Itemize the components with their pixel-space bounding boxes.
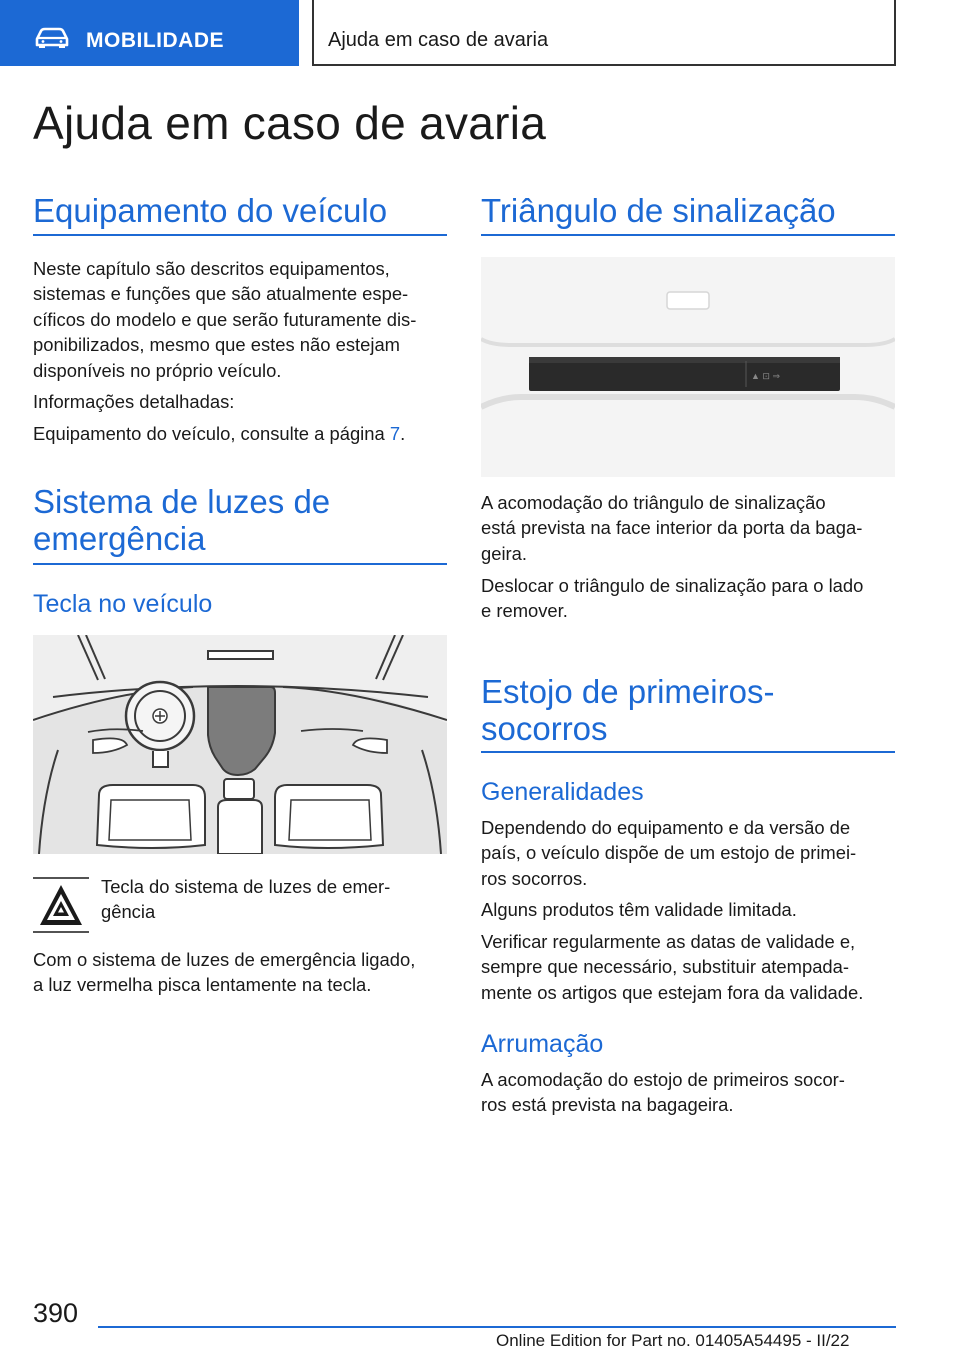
text-line: geira. (481, 542, 528, 564)
section-tab[interactable] (0, 0, 299, 66)
heading-vehicle-equipment: Equipamento do veículo (33, 192, 388, 229)
dashboard-illustration (33, 635, 447, 854)
hazard-paragraph (33, 947, 415, 998)
text-line: mente os artigos que estejam fora da validade. (481, 981, 864, 1003)
text-line: disponíveis no próprio veículo. (33, 359, 282, 381)
heading-rule (481, 234, 895, 236)
text-line: ponibilizados, mesmo que estes não estejam (33, 334, 400, 356)
text-line: a luz vermelha pisca lentamente na tecla. (33, 974, 372, 996)
heading-rule (33, 234, 447, 236)
svg-text:▲ ⊡ ⇒: ▲ ⊡ ⇒ (751, 371, 780, 381)
heading-line: socorros (481, 710, 608, 747)
subheading-storage: Arrumação (481, 1030, 604, 1058)
heading-rule (481, 751, 895, 753)
text-line: Tecla do sistema de luzes de emer‐ (101, 876, 391, 897)
detailed-info-label: Informações detalhadas: (33, 391, 235, 412)
car-icon (34, 27, 70, 49)
reference-text: Equipamento do veículo, consulte a página (33, 423, 390, 444)
storage-paragraph (481, 1067, 845, 1118)
triangle-paragraph-2 (481, 573, 863, 624)
heading-hazard-lights (33, 483, 330, 557)
heading-warning-triangle: Triângulo de sinalização (481, 192, 836, 229)
page-number: 390 (33, 1298, 79, 1328)
general-paragraph-2: Alguns produtos têm validade limitada. (481, 899, 797, 920)
text-line: e remover. (481, 600, 568, 622)
text-line: cíficos do modelo e que serão futuramente dis‐ (33, 308, 417, 330)
text-line: A acomodação do estojo de primeiros socor‐ (481, 1069, 845, 1090)
heading-line: Estojo de primeiros‐ (481, 673, 775, 710)
text-line: Verificar regularmente as datas de validade e, (481, 931, 856, 952)
general-paragraph-1 (481, 815, 856, 891)
section-label: MOBILIDADE (86, 29, 224, 52)
text-line: Com o sistema de luzes de emergência ligado, (33, 949, 416, 970)
heading-rule (33, 563, 447, 565)
equipment-intro-paragraph (33, 256, 416, 383)
heading-line: Sistema de luzes de (33, 483, 331, 520)
subheading-button-in-vehicle: Tecla no veículo (33, 590, 213, 618)
text-line: ros está prevista na bagageira. (481, 1094, 734, 1116)
text-line: está prevista na face interior da porta da baga‐ (481, 517, 863, 539)
text-line: A acomodação do triângulo de sinalização (481, 492, 826, 513)
reference-end: . (400, 423, 406, 444)
text-line: sempre que necessário, substituir atempada‐ (481, 956, 850, 978)
edition-note: Online Edition for Part no. 01405A54495 - II/22 (496, 1331, 850, 1350)
subheading-general: Generalidades (481, 778, 644, 806)
text-line: país, o veículo dispõe de um estojo de primei‐ (481, 842, 857, 864)
page-title: Ajuda em caso de avaria (33, 97, 547, 149)
text-line: Dependendo do equipamento e da versão de (481, 817, 851, 838)
heading-line: emergência (33, 520, 206, 557)
text-line: Neste capítulo são descritos equipamentos, (33, 258, 390, 279)
trunk-lid-illustration (481, 257, 895, 477)
chapter-title: Ajuda em caso de avaria (328, 29, 549, 51)
general-paragraph-3 (481, 929, 863, 1005)
text-line: sistemas e funções que são atualmente espe‐ (33, 283, 409, 305)
chapter-header (312, 0, 896, 66)
heading-first-aid-kit (481, 673, 774, 747)
hazard-icon-caption (101, 874, 390, 925)
text-line: ros socorros. (481, 867, 588, 889)
footer-rule (98, 1326, 896, 1328)
dashboard-drawing (33, 635, 447, 854)
trunk-drawing (481, 257, 895, 477)
text-line: Deslocar o triângulo de sinalização para o lado (481, 575, 864, 596)
equipment-reference (33, 421, 405, 446)
page-link[interactable]: 7 (389, 423, 401, 444)
triangle-paragraph-1 (481, 490, 862, 566)
text-line: gência (101, 901, 156, 923)
hazard-warning-icon (33, 877, 89, 933)
